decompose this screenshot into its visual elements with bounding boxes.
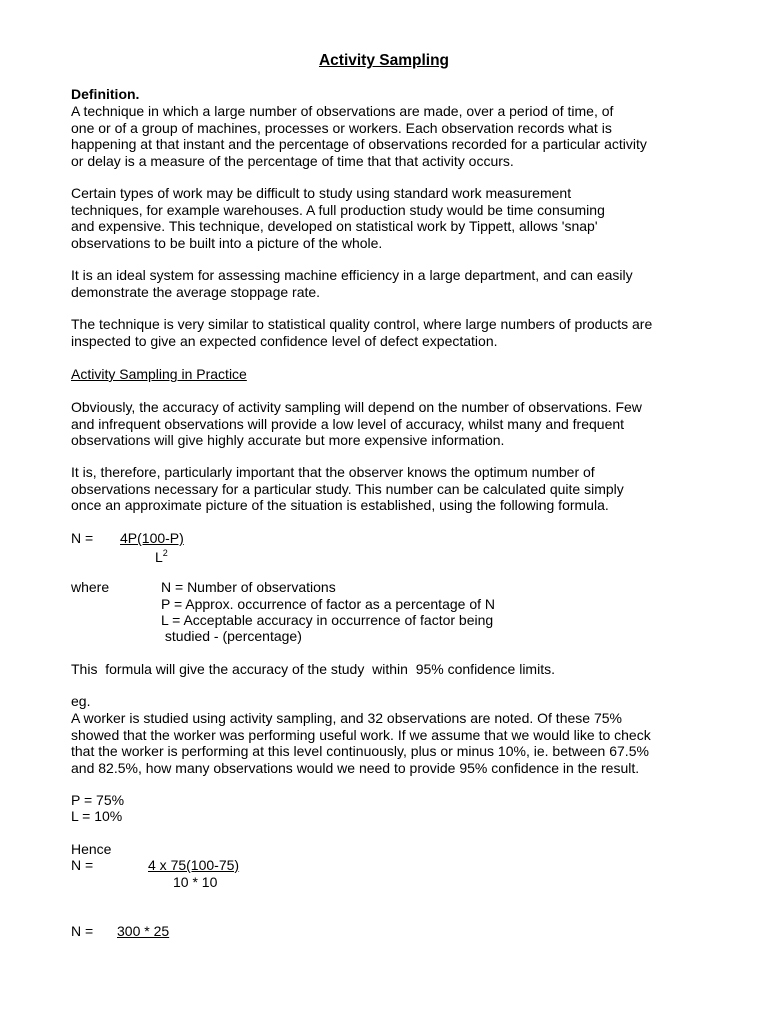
example-paragraph: A worker is studied using activity sampling, and 32 observations are noted. Of these 75% showed that the worker was performing useful work. If we assume that we would like to check that the worker is performing at this level continuously, plus or minus 10%, ie. between 67.5% and 82.5%, how many observations would we need to provide 95% confidence in the result. [71, 710, 651, 776]
document-title: Activity Sampling [318, 52, 450, 69]
practice-subheading: Activity Sampling in Practice [71, 366, 247, 382]
where-line-n: N = Number of observations [161, 579, 336, 595]
confidence-sentence: This formula will give the accuracy of the study within 95% confidence limits. [71, 661, 555, 677]
p-value: P = 75% [71, 792, 125, 808]
calc1-denominator: 10 * 10 [173, 874, 218, 890]
hence-label: Hence [71, 841, 112, 857]
machine-efficiency-paragraph: It is an ideal system for assessing machine efficiency in a large department, and can easily demonstrate the average stoppage rate. [71, 267, 633, 300]
where-line-l: L = Acceptable accuracy in occurrence of factor being [161, 612, 494, 628]
formula-lhs: N = [71, 530, 94, 546]
example-label: eg. [71, 693, 91, 709]
quality-control-paragraph: The technique is very similar to statistical quality control, where large numbers of products are inspected to give an expected confidence level of defect expectation. [71, 316, 653, 349]
where-line-p: P = Approx. occurrence of factor as a percentage of N [161, 596, 495, 612]
definition-heading: Definition. [71, 86, 140, 102]
optimum-observations-paragraph: It is, therefore, particularly important that the observer knows the optimum number of observations necessary for a particular study. This number can be calculated quite simply once an approximate picture of the situation is established, using the following formula. [71, 464, 624, 513]
calc1-numerator: 4 x 75(100-75) [148, 857, 240, 873]
formula-denominator: $L^2$ [155, 548, 168, 565]
work-types-paragraph: Certain types of work may be difficult to study using standard work measurement techniques, for example warehouses. A full production study would be time consuming and expensive. This technique, developed on statistical work by Tippett, allows 'snap' observations to be built into a picture of the whole. [71, 185, 605, 251]
calc1-lhs: N = [71, 857, 94, 873]
l-value: L = 10% [71, 808, 123, 824]
calc2-numerator: 300 * 25 [117, 923, 170, 939]
formula-numerator: 4P(100-P) [120, 530, 184, 546]
where-line-l-cont: studied - (percentage) [161, 628, 302, 644]
calc2-lhs: N = [71, 923, 94, 939]
where-label: where [71, 579, 110, 595]
accuracy-paragraph: Obviously, the accuracy of activity sampling will depend on the number of observations. Few and infrequent observations will provide a low level of accuracy, whilst many and frequent observations will give highly accurate but more expensive information. [71, 399, 642, 448]
definition-paragraph: A technique in which a large number of observations are made, over a period of time, of one or of a group of machines, processes or workers. Each observation records what is happening at that instant and the percentage of observations recorded for a particular activity or delay is a measure of the percentage of time that that activity occurs. [71, 103, 647, 169]
